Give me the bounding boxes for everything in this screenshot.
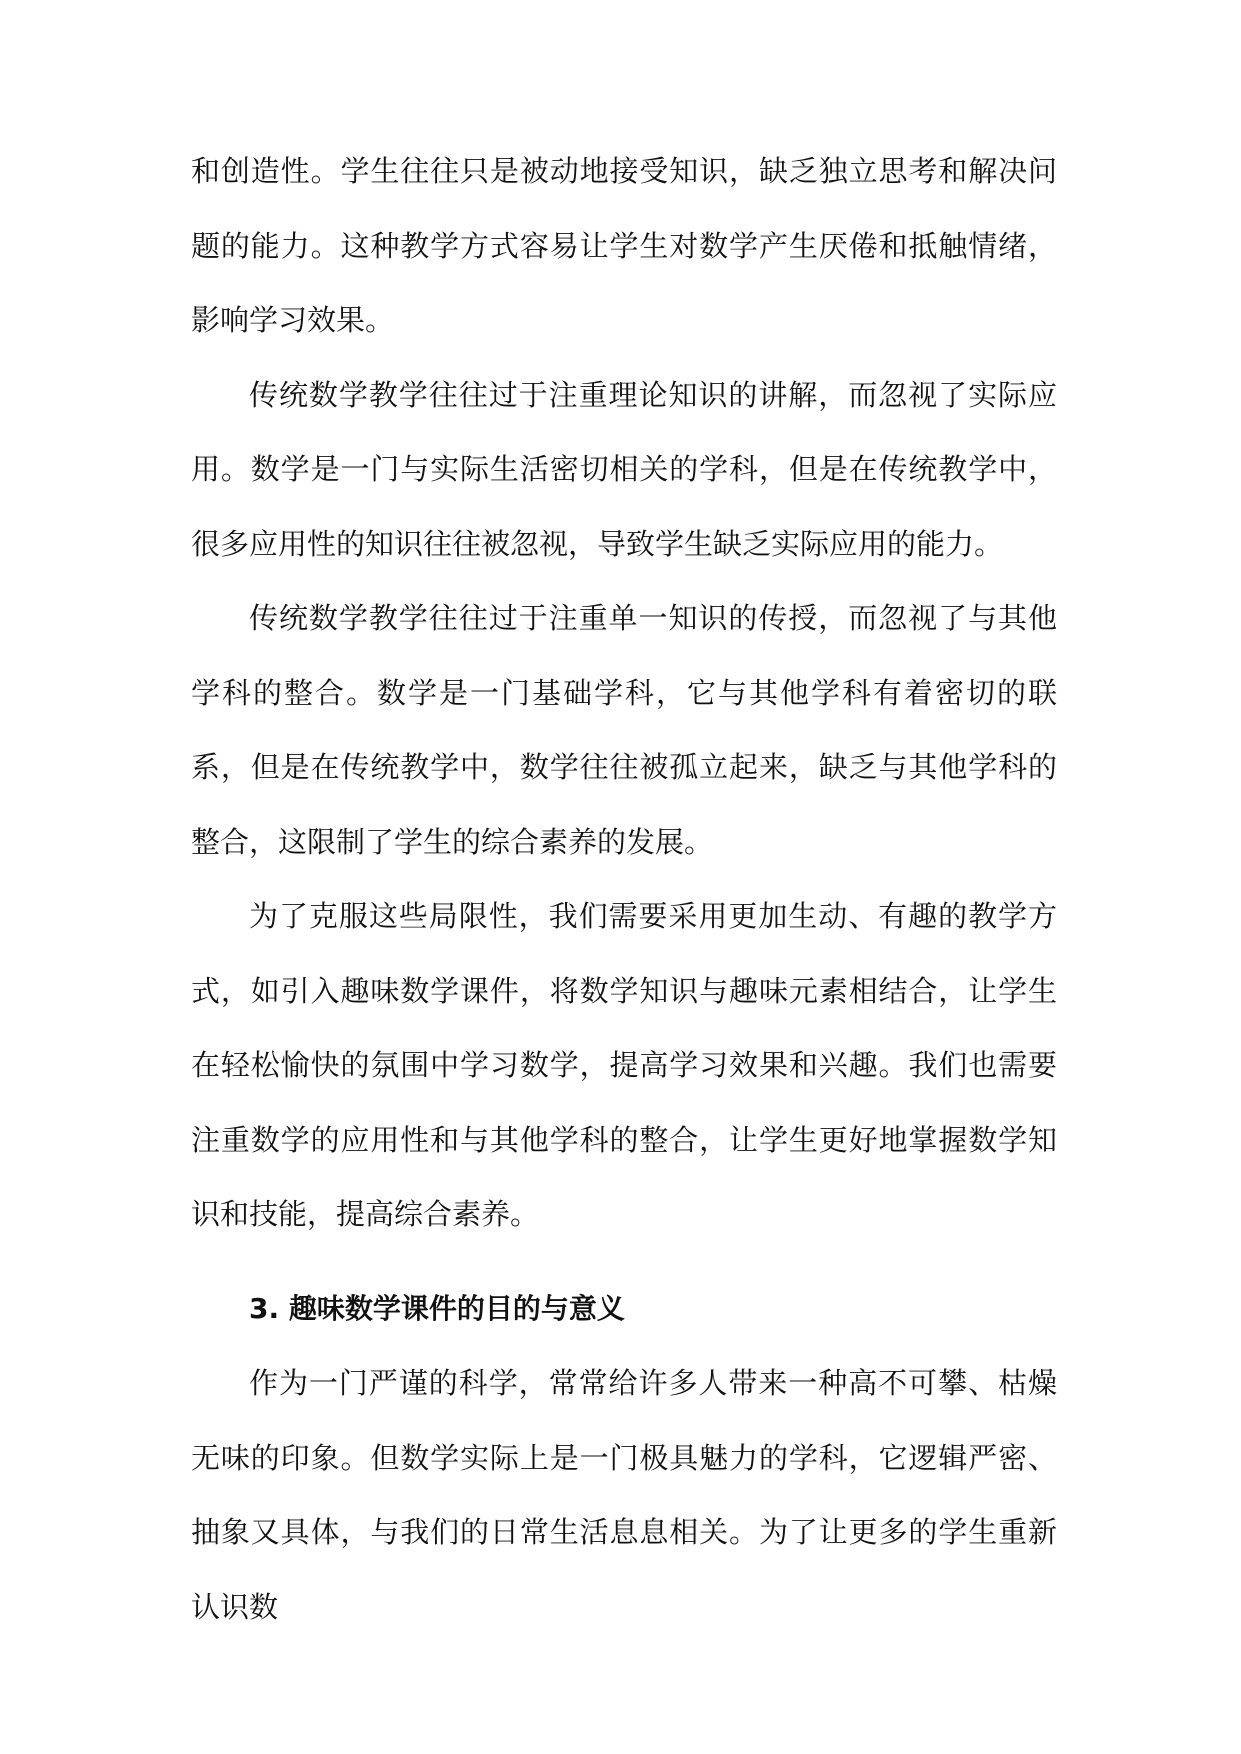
document-body [191,134,1057,1644]
paragraph-theory-vs-application: 传统数学教学往往过于注重理论知识的讲解，而忽视了实际应用。数学是一门与实际生活密切相关的学科，但是在传统教学中，很多应用性的知识往往被忽视，导致学生缺乏实际应用的能力。 [191,377,1057,561]
paragraph-continuation: 和创造性。学生往往只是被动地接受知识，缺乏独立思考和解决问题的能力。这种教学方式容易让学生对数学产生厌倦和抵触情绪，影响学习效果。 [191,154,1057,337]
section-heading: 3. 趣味数学课件的目的与意义 [249,1291,625,1325]
paragraph-purpose-intro: 作为一门严谨的科学，常常给许多人带来一种高不可攀、枯燥无味的印象。但数学实际上是一门极具魅力的学科，它逻辑严密、抽象又具体，与我们的日常生活息息相关。为了让更多的学生重新认识数 [191,1366,1057,1624]
paragraph-subject-integration: 传统数学教学往往过于注重单一知识的传授，而忽视了与其他学科的整合。数学是一门基础学科，它与其他学科有着密切的联系，但是在传统教学中，数学往往被孤立起来，缺乏与其他学科的整合，这限制了学生的综合素养的发展。 [191,601,1057,859]
paragraph-overcoming-limitations: 为了克服这些局限性，我们需要采用更加生动、有趣的教学方式，如引入趣味数学课件，将数学知识与趣味元素相结合，让学生在轻松愉快的氛围中学习数学，提高学习效果和兴趣。我们也需要注重数学的应用性和与其他学科的整合，让学生更好地掌握数学知识和技能，提高综合素养。 [191,899,1057,1231]
